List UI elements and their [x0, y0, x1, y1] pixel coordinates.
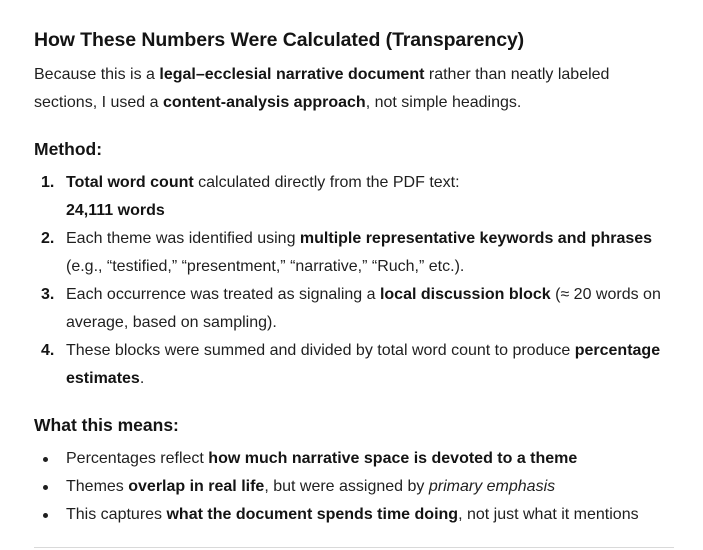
point-text: , but were assigned by	[264, 478, 429, 495]
step-number: 1.	[41, 174, 55, 191]
step-number: 4.	[41, 342, 55, 359]
meaning-point	[34, 473, 669, 501]
bullet-dot	[43, 485, 48, 490]
step-text: Each theme was identified using	[66, 230, 300, 247]
intro-text: Because this is a	[34, 66, 160, 83]
meaning-point	[34, 501, 669, 529]
intro-paragraph	[34, 61, 669, 117]
point-italic: primary emphasis	[428, 478, 556, 495]
point-bold: how much narrative space is devoted to a theme	[208, 450, 578, 467]
step-bold: Total word count	[66, 174, 194, 191]
bullet-dot	[43, 457, 48, 462]
step-bold: local discussion block	[379, 286, 551, 303]
point-bold: overlap in real life	[128, 478, 265, 495]
step-text: (≈ 20 words on average, based on sampling).	[66, 286, 661, 331]
step-bold: percentage estimates	[66, 342, 661, 387]
point-text: Percentages reflect	[66, 450, 209, 467]
divider	[34, 547, 674, 548]
meaning-point	[34, 445, 669, 473]
step-text: These blocks were summed and divided by total word count to produce	[66, 342, 575, 359]
step-text: (e.g., “testified,” “presentment,” “narrative,” “Ruch,” etc.).	[66, 258, 465, 275]
point-text: This captures	[66, 506, 167, 523]
point-bold: what the document spends time doing	[166, 506, 459, 523]
step-bold: multiple representative keywords and phrases	[299, 230, 653, 247]
point-text: Themes	[66, 478, 129, 495]
method-list	[34, 169, 669, 393]
bullet-dot	[43, 513, 48, 518]
step-text: .	[139, 370, 145, 387]
step-number: 2.	[41, 230, 55, 247]
method-step	[34, 337, 669, 393]
intro-text: rather than neatly labeled sections, I used a	[34, 66, 610, 111]
method-step	[34, 281, 669, 337]
point-text: , not just what it mentions	[458, 506, 639, 523]
step-bold: 24,111 words	[66, 202, 165, 219]
method-step	[34, 169, 669, 225]
intro-bold: legal–ecclesial narrative document	[159, 66, 425, 83]
step-number: 3.	[41, 286, 55, 303]
step-text: Each occurrence was treated as signaling a	[66, 286, 380, 303]
meaning-heading: What this means:	[34, 415, 179, 435]
meaning-list	[34, 445, 669, 529]
method-heading: Method:	[34, 139, 103, 159]
intro-bold: content-analysis approach	[162, 94, 366, 111]
intro-text: , not simple headings.	[365, 94, 522, 111]
method-step	[34, 225, 669, 281]
step-text: calculated directly from the PDF text:	[193, 174, 460, 191]
section-heading: How These Numbers Were Calculated (Transparency)	[34, 29, 525, 51]
